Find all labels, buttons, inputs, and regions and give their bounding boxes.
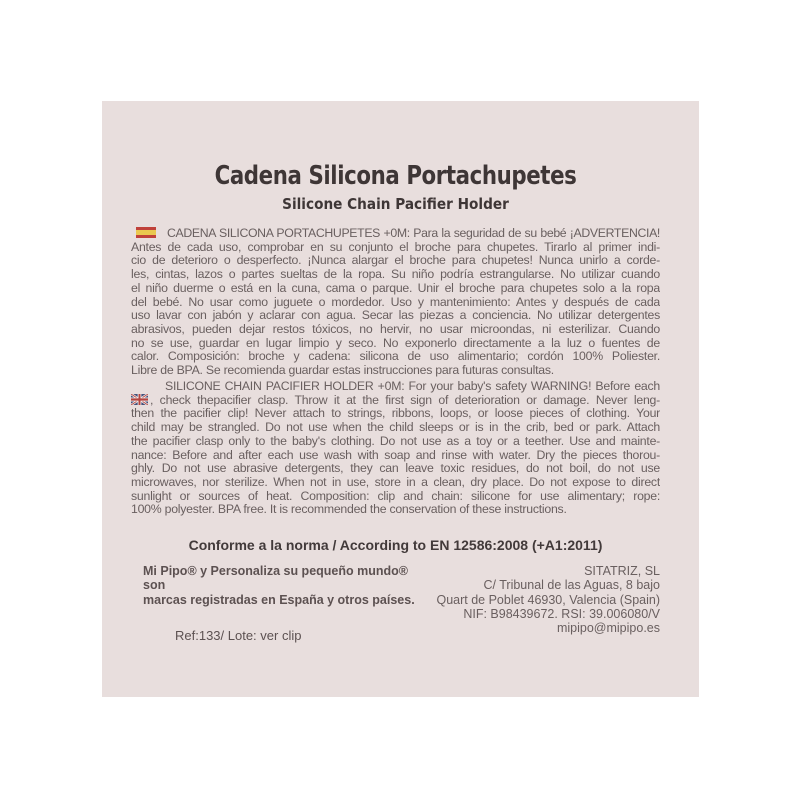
- spanish-text-line: no se use, guardar en lugar limpio y seco. No exponerlo directamente a la luz o fuentes de: [131, 336, 660, 350]
- spanish-instructions: [131, 227, 660, 378]
- spanish-text-line: les, cintas, lazos o partes sueltas de la ropa. Su niño podría estrangularse. No utilizar cuando: [131, 268, 660, 282]
- product-subtitle: Silicone Chain Pacifier Holder: [282, 195, 509, 213]
- spanish-text-line: abrasivos, pueden dejar restos tóxicos, no hervir, no usar microondas, ni esterilizar. Cuando: [131, 323, 660, 337]
- english-text-line: then the pacifier clip! Never attach to strings, ribbons, loops, or loose pieces of clothing. Your: [131, 407, 660, 421]
- spanish-text-line: el niño duerme o está en la cuna, cama o parque. Unir el broche para chupetes solo a la ropa: [131, 281, 660, 295]
- company-address: [422, 564, 660, 635]
- product-title: Cadena Silicona Portachupetes: [214, 161, 577, 191]
- label-footer: [131, 564, 660, 643]
- english-text-line: sunlight or sources of heat. Composition: clip and chain: silicone for use alimentary; rope:: [131, 489, 660, 503]
- company-tax-ids: NIF: B98439672. RSI: 39.006080/V: [463, 606, 660, 621]
- english-text-line: the pacifier clasp only to the baby's clothing. Do not use as a toy or a teether. Use and mainte-: [131, 434, 660, 448]
- english-text-line: child may be strangled. Do not use when the child sleeps or is in the crib, bed or park. Attach: [131, 421, 660, 435]
- english-text-line: 100% polyester. BPA free. It is recommended the conservation of these instructions.: [131, 503, 567, 517]
- trademark-line: Mi Pipo® y Personaliza su pequeño mundo® son: [143, 564, 408, 593]
- label-content: [102, 161, 699, 643]
- compliance-statement: Conforme a la norma / According to EN 12586:2008 (+A1:2011): [188, 537, 603, 554]
- spanish-text-line: Antes de cada uso, comprobar en su conjunto el broche para chupetes. Tirarlo al primer indi-: [131, 240, 660, 254]
- english-text-line: ghly. Do not use abrasive detergents, they can leave toxic residues, do not boil, do not use: [131, 462, 660, 476]
- product-label: [102, 101, 699, 697]
- spanish-text-line: uso lavar con jabón y aclarar con agua. Secar las piezas a conciencia. No utilizar detergentes: [131, 309, 660, 323]
- ref-lot-line: Ref:133/ Lote: ver clip: [175, 627, 302, 643]
- trademark-line: marcas registradas en España y otros países.: [143, 592, 415, 607]
- instructions-block: [131, 227, 660, 517]
- spanish-text-line: calor. Composición: broche y cadena: silicona de uso alimentario; cordón 100% Poliester.: [131, 350, 660, 364]
- spain-flag-icon: [136, 227, 156, 238]
- uk-flag-icon: [131, 394, 148, 405]
- company-street: C/ Tribunal de las Aguas, 8 bajo: [483, 578, 660, 593]
- english-text-line: , check thepacifier clasp. Throw it at the first sign of deterioration or damage. Never leng-: [131, 394, 660, 408]
- spanish-text-line: cio de deterioro o desperfecto. ¡Nunca alargar el broche para chupetes! Nunca unirlo a corde-: [131, 254, 660, 268]
- trademark-notice: [131, 564, 422, 607]
- english-text-line: SILICONE CHAIN PACIFIER HOLDER +0M: For your baby's safety WARNING! Before each: [165, 379, 660, 393]
- company-city: Quart de Poblet 46930, Valencia (Spain): [436, 592, 660, 607]
- spanish-text-line: del bebé. No usar como juguete o mordedor. Uso y mantenimiento: Antes y después de cada: [131, 295, 660, 309]
- spanish-text-line: CADENA SILICONA PORTACHUPETES +0M: Para la seguridad de su bebé ¡ADVERTENCIA!: [131, 227, 660, 241]
- english-text-line: nance: Before and after each use wash with soap and rinse with water. Dry the pieces thorou-: [131, 448, 660, 462]
- company-email: mipipo@mipipo.es: [556, 621, 660, 636]
- company-name: SITATRIZ, SL: [584, 564, 660, 579]
- english-instructions: [131, 380, 660, 517]
- spanish-text-line: Libre de BPA. Se recomienda guardar estas instrucciones para futuras consultas.: [131, 364, 554, 378]
- english-text-line: microwaves, nor sterilize. When not in use, store in a clean, dry place. Do not expose to direct: [131, 475, 660, 489]
- footer-left-column: [131, 564, 422, 643]
